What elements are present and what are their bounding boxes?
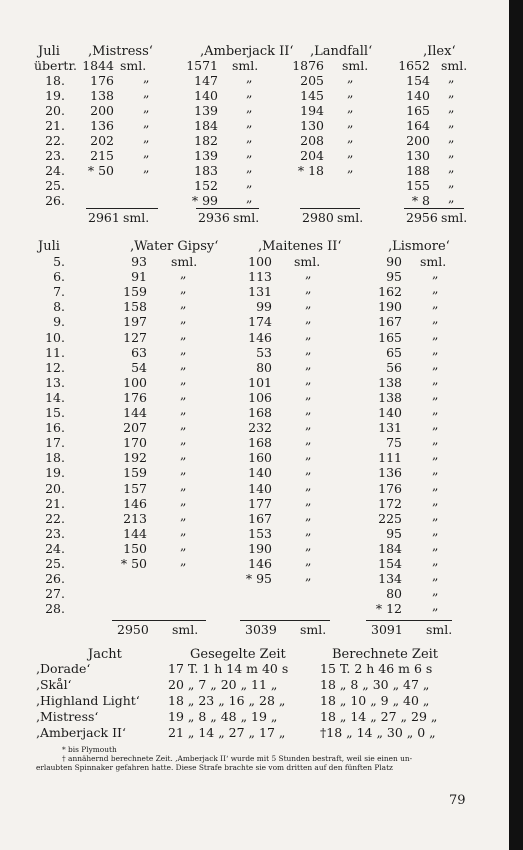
table2-cell: 154 <box>378 556 402 571</box>
ditto-mark: „ <box>347 115 354 130</box>
table2-day: 6. <box>53 269 65 284</box>
table1-cell: 164 <box>406 118 430 133</box>
ditto-mark: „ <box>448 100 455 115</box>
table2-cell: 159 <box>123 465 147 480</box>
table2-cell: * 50 <box>120 556 147 571</box>
table1-cell: 188 <box>406 163 430 178</box>
table2-cell: 95 <box>386 269 402 284</box>
table1-day: 21. <box>45 118 65 133</box>
table1-carry-value: 1844 <box>82 58 114 73</box>
table2-cell: 140 <box>378 405 402 420</box>
table1-carry-value: 1652 <box>398 58 430 73</box>
table2-cell: 167 <box>378 314 402 329</box>
ditto-mark: „ <box>432 387 439 402</box>
ditto-mark: „ <box>246 145 253 160</box>
ditto-mark: „ <box>180 372 187 387</box>
table1-day: 26. <box>45 193 65 208</box>
table2-total: 3091 <box>371 622 403 637</box>
table3-yacht: ‚Dorade‘ <box>36 661 91 676</box>
table3-sailed: 21 „ 14 „ 27 „ 17 „ <box>168 725 286 740</box>
table1-day: 19. <box>45 88 65 103</box>
table1-sum-rule <box>196 208 259 209</box>
table2-day: 18. <box>45 450 65 465</box>
ditto-mark: „ <box>305 387 312 402</box>
table1-total: 2961 <box>88 210 120 225</box>
table2-cell: 168 <box>248 405 272 420</box>
ditto-mark: „ <box>305 447 312 462</box>
table3-sailed: 17 T. 1 h 14 m 40 s <box>168 661 289 676</box>
table1-cell: 145 <box>300 88 324 103</box>
table1-cell: 147 <box>194 73 218 88</box>
table2-cell: 140 <box>248 465 272 480</box>
table3-header-sailed: Gesegelte Zeit <box>190 647 286 662</box>
ditto-mark: „ <box>432 447 439 462</box>
ditto-mark: „ <box>305 281 312 296</box>
ditto-mark: „ <box>432 583 439 598</box>
ditto-mark: „ <box>448 130 455 145</box>
table2-cell: 172 <box>378 496 402 511</box>
table1-cell: 208 <box>300 133 324 148</box>
ditto-mark: „ <box>180 432 187 447</box>
table2-cell: 56 <box>386 360 402 375</box>
ditto-mark: „ <box>305 372 312 387</box>
table2-cell: 134 <box>378 571 402 586</box>
table2-cell: 53 <box>256 345 272 360</box>
ditto-mark: „ <box>305 327 312 342</box>
table2-cell: 54 <box>131 360 147 375</box>
ditto-mark: „ <box>448 115 455 130</box>
ditto-mark: „ <box>432 296 439 311</box>
table1-col-header: ‚Amberjack II‘ <box>200 44 294 59</box>
table2-cell: 177 <box>248 496 272 511</box>
table2-day: 23. <box>45 526 65 541</box>
ditto-mark: „ <box>432 281 439 296</box>
table2-total: 2950 <box>117 622 149 637</box>
table2-cell: 146 <box>248 556 272 571</box>
table1-sum-rule <box>404 208 464 209</box>
table2-cell: 160 <box>248 450 272 465</box>
table1-cell: 140 <box>406 88 430 103</box>
ditto-mark: „ <box>180 462 187 477</box>
table1-cell: 139 <box>194 148 218 163</box>
ditto-mark: „ <box>305 296 312 311</box>
table2-sum-rule <box>112 620 206 621</box>
table3-yacht: ‚Amberjack II‘ <box>36 725 126 740</box>
ditto-mark: „ <box>432 568 439 583</box>
ditto-mark: „ <box>246 175 253 190</box>
table2-cell: 176 <box>378 481 402 496</box>
table1-cell: 202 <box>90 133 114 148</box>
ditto-mark: „ <box>246 85 253 100</box>
table2-day: 14. <box>45 390 65 405</box>
table2-total-unit: sml. <box>172 622 199 637</box>
table2-cell: 153 <box>248 526 272 541</box>
ditto-mark: „ <box>432 417 439 432</box>
table2-day: 25. <box>45 556 65 571</box>
table2-cell: 144 <box>123 526 147 541</box>
table1-total-unit: sml. <box>441 210 468 225</box>
ditto-mark: „ <box>180 493 187 508</box>
ditto-mark: „ <box>432 432 439 447</box>
table3-header-computed: Berechnete Zeit <box>332 647 439 662</box>
table2-day: 13. <box>45 375 65 390</box>
table2-cell: 111 <box>378 450 402 465</box>
table1-day: 22. <box>45 133 65 148</box>
table2-day: 26. <box>45 571 65 586</box>
ditto-mark: „ <box>180 342 187 357</box>
ditto-mark: „ <box>143 145 150 160</box>
ditto-mark: „ <box>347 100 354 115</box>
table1-cell: 204 <box>300 148 324 163</box>
table1-cell: 205 <box>300 73 324 88</box>
table2-cell: 213 <box>123 511 147 526</box>
ditto-mark: „ <box>347 160 354 175</box>
ditto-mark: „ <box>305 402 312 417</box>
ditto-mark: „ <box>143 85 150 100</box>
table2-col-header: ‚Maitenes II‘ <box>258 239 342 254</box>
ditto-mark: „ <box>432 508 439 523</box>
ditto-mark: „ <box>246 115 253 130</box>
table1-label: Juli <box>38 44 60 59</box>
table2-cell: 167 <box>248 511 272 526</box>
table2-day: 12. <box>45 360 65 375</box>
table1-sum-rule <box>300 208 360 209</box>
table3-yacht: ‚Highland Light‘ <box>36 693 140 708</box>
ditto-mark: „ <box>180 523 187 538</box>
ditto-mark: „ <box>305 357 312 372</box>
table2-cell: 162 <box>378 284 402 299</box>
table1-cell: 155 <box>406 178 430 193</box>
table2-cell: 127 <box>123 330 147 345</box>
ditto-mark: „ <box>305 553 312 568</box>
table2-day: 7. <box>53 284 65 299</box>
table1-carry-value: 1876 <box>292 58 324 73</box>
table2-cell: 138 <box>378 375 402 390</box>
ditto-mark: „ <box>305 311 312 326</box>
table1-cell: 182 <box>194 133 218 148</box>
table2-day: 8. <box>53 299 65 314</box>
table3-computed: †18 „ 14 „ 30 „ 0 „ <box>320 725 436 740</box>
table2-cell: 144 <box>123 405 147 420</box>
table2-day: 17. <box>45 435 65 450</box>
table1-cell: 136 <box>90 118 114 133</box>
table1-carry-unit: sml. <box>232 58 259 73</box>
table2-day: 10. <box>45 330 65 345</box>
ditto-mark: „ <box>448 145 455 160</box>
table1-day: 20. <box>45 103 65 118</box>
ditto-mark: „ <box>305 538 312 553</box>
table2-day: 22. <box>45 511 65 526</box>
ditto-mark: „ <box>347 130 354 145</box>
page-edge-shadow <box>509 0 523 850</box>
table2-cell: 140 <box>248 481 272 496</box>
table2-cell: 207 <box>123 420 147 435</box>
table2-cell: 99 <box>256 299 272 314</box>
table3-header-yacht: Jacht <box>88 647 122 662</box>
table2-day: 27. <box>45 586 65 601</box>
table3-yacht: ‚Skål‘ <box>36 677 72 692</box>
table1-carry-unit: sml. <box>441 58 468 73</box>
table2-day: 5. <box>53 254 65 269</box>
table2-cell: 158 <box>123 299 147 314</box>
ditto-mark: „ <box>180 447 187 462</box>
table1-cell: * 99 <box>191 193 218 208</box>
ditto-mark: „ <box>432 462 439 477</box>
ditto-mark: „ <box>432 327 439 342</box>
table1-carry-unit: sml. <box>342 58 369 73</box>
ditto-mark: „ <box>305 266 312 281</box>
ditto-mark: „ <box>305 478 312 493</box>
table2-cell: 232 <box>248 420 272 435</box>
ditto-mark: „ <box>347 145 354 160</box>
ditto-mark: „ <box>305 523 312 538</box>
table1-cell: 138 <box>90 88 114 103</box>
table2-cell: 90 <box>386 254 402 269</box>
table2-cell: * 95 <box>245 571 272 586</box>
table2-cell: 136 <box>378 465 402 480</box>
table2-cell: 138 <box>378 390 402 405</box>
ditto-mark: „ <box>180 387 187 402</box>
table2-cell: 75 <box>386 435 402 450</box>
table1-col-header: ‚Landfall‘ <box>310 44 373 59</box>
ditto-mark: „ <box>305 568 312 583</box>
table2-cell: 100 <box>248 254 272 269</box>
ditto-mark: „ <box>246 190 253 205</box>
table2-day: 9. <box>53 314 65 329</box>
table2-cell: 93 <box>131 254 147 269</box>
table1-cell: 176 <box>90 73 114 88</box>
table2-cell: 192 <box>123 450 147 465</box>
table2-cell: 91 <box>131 269 147 284</box>
ditto-mark: „ <box>305 432 312 447</box>
table2-sum-rule <box>240 620 330 621</box>
table2-total-unit: sml. <box>300 622 327 637</box>
footnote: erlaubten Spinnaker gefahren hatte. Diese Strafe brachte sie vom dritten auf den fünften Platz <box>36 763 393 772</box>
table2-cell: 225 <box>378 511 402 526</box>
ditto-mark: „ <box>448 85 455 100</box>
table2-day: 19. <box>45 465 65 480</box>
ditto-mark: „ <box>180 508 187 523</box>
ditto-mark: „ <box>347 85 354 100</box>
ditto-mark: „ <box>305 342 312 357</box>
table1-total-unit: sml. <box>123 210 150 225</box>
ditto-mark: „ <box>180 357 187 372</box>
ditto-mark: „ <box>180 327 187 342</box>
table2-cell: 168 <box>248 435 272 450</box>
table2-label: Juli <box>38 239 60 254</box>
ditto-mark: „ <box>246 100 253 115</box>
ditto-mark: „ <box>432 311 439 326</box>
ditto-mark: „ <box>305 493 312 508</box>
table2-total-unit: sml. <box>426 622 453 637</box>
ditto-mark: „ <box>143 160 150 175</box>
table1-cell: 194 <box>300 103 324 118</box>
ditto-mark: „ <box>432 357 439 372</box>
table2-cell: 146 <box>248 330 272 345</box>
footnote: † annähernd berechnete Zeit. ‚Amberjack II‘ wurde mit 5 Stunden bestraft, weil sie einen un- <box>62 754 413 763</box>
table2-unit: sml. <box>420 254 447 269</box>
table1-col-header: ‚Mistress‘ <box>88 44 153 59</box>
table1-total: 2956 <box>406 210 438 225</box>
table1-cell: * 8 <box>411 193 430 208</box>
ditto-mark: „ <box>180 296 187 311</box>
table1-cell: 200 <box>406 133 430 148</box>
table1-carry-label: übertr. <box>34 58 78 73</box>
ditto-mark: „ <box>432 493 439 508</box>
ditto-mark: „ <box>448 160 455 175</box>
table1-total: 2936 <box>198 210 230 225</box>
table3-sailed: 19 „ 8 „ 48 „ 19 „ <box>168 709 278 724</box>
table2-cell: 197 <box>123 314 147 329</box>
table2-cell: 101 <box>248 375 272 390</box>
table1-cell: 154 <box>406 73 430 88</box>
table2-day: 21. <box>45 496 65 511</box>
table1-day: 18. <box>45 73 65 88</box>
table1-cell: 200 <box>90 103 114 118</box>
ditto-mark: „ <box>180 311 187 326</box>
table2-total: 3039 <box>245 622 277 637</box>
table2-sum-rule <box>366 620 452 621</box>
table2-cell: 106 <box>248 390 272 405</box>
ditto-mark: „ <box>347 70 354 85</box>
ditto-mark: „ <box>180 402 187 417</box>
table1-cell: 184 <box>194 118 218 133</box>
footnote: * bis Plymouth <box>62 745 117 754</box>
table3-yacht: ‚Mistress‘ <box>36 709 99 724</box>
ditto-mark: „ <box>432 538 439 553</box>
table2-cell: 146 <box>123 496 147 511</box>
table1-cell: 215 <box>90 148 114 163</box>
table2-day: 15. <box>45 405 65 420</box>
ditto-mark: „ <box>180 266 187 281</box>
table2-cell: 184 <box>378 541 402 556</box>
ditto-mark: „ <box>448 190 455 205</box>
table1-total: 2980 <box>302 210 334 225</box>
ditto-mark: „ <box>305 508 312 523</box>
ditto-mark: „ <box>180 417 187 432</box>
ditto-mark: „ <box>448 175 455 190</box>
table1-total-unit: sml. <box>233 210 260 225</box>
table1-cell: * 50 <box>87 163 114 178</box>
table1-day: 25. <box>45 178 65 193</box>
ditto-mark: „ <box>143 100 150 115</box>
table2-cell: 80 <box>386 586 402 601</box>
ditto-mark: „ <box>143 130 150 145</box>
table3-computed: 18 „ 14 „ 27 „ 29 „ <box>320 709 438 724</box>
table2-day: 16. <box>45 420 65 435</box>
table2-cell: 65 <box>386 345 402 360</box>
table2-unit: sml. <box>294 254 321 269</box>
table1-cell: 152 <box>194 178 218 193</box>
table1-cell: 130 <box>406 148 430 163</box>
table1-cell: 165 <box>406 103 430 118</box>
table3-computed: 15 T. 2 h 46 m 6 s <box>320 661 433 676</box>
ditto-mark: „ <box>432 402 439 417</box>
ditto-mark: „ <box>432 478 439 493</box>
ditto-mark: „ <box>246 70 253 85</box>
table1-cell: 139 <box>194 103 218 118</box>
ditto-mark: „ <box>143 70 150 85</box>
ditto-mark: „ <box>432 342 439 357</box>
table2-cell: 80 <box>256 360 272 375</box>
table3-computed: 18 „ 8 „ 30 „ 47 „ <box>320 677 430 692</box>
ditto-mark: „ <box>432 523 439 538</box>
table1-col-header: ‚Ilex‘ <box>423 44 456 59</box>
table2-day: 11. <box>45 345 65 360</box>
table1-day: 23. <box>45 148 65 163</box>
ditto-mark: „ <box>180 478 187 493</box>
table3-computed: 18 „ 10 „ 9 „ 40 „ <box>320 693 430 708</box>
table2-cell: 100 <box>123 375 147 390</box>
table2-cell: 165 <box>378 330 402 345</box>
page-number: 79 <box>449 793 466 808</box>
table1-cell: * 18 <box>297 163 324 178</box>
table1-cell: 183 <box>194 163 218 178</box>
table2-cell: 131 <box>248 284 272 299</box>
table1-carry-unit: sml. <box>120 58 147 73</box>
table3-sailed: 20 „ 7 „ 20 „ 11 „ <box>168 677 278 692</box>
table2-cell: 131 <box>378 420 402 435</box>
table2-unit: sml. <box>171 254 198 269</box>
table1-carry-value: 1571 <box>186 58 218 73</box>
ditto-mark: „ <box>180 281 187 296</box>
table2-cell: 113 <box>248 269 272 284</box>
table2-day: 20. <box>45 481 65 496</box>
table2-cell: 174 <box>248 314 272 329</box>
ditto-mark: „ <box>246 130 253 145</box>
table2-cell: 150 <box>123 541 147 556</box>
table2-cell: 190 <box>378 299 402 314</box>
table2-cell: 95 <box>386 526 402 541</box>
table2-cell: 190 <box>248 541 272 556</box>
table2-cell: 170 <box>123 435 147 450</box>
ditto-mark: „ <box>432 553 439 568</box>
ditto-mark: „ <box>432 266 439 281</box>
table2-col-header: ‚Lismore‘ <box>388 239 450 254</box>
table1-cell: 130 <box>300 118 324 133</box>
table1-cell: 140 <box>194 88 218 103</box>
ditto-mark: „ <box>305 417 312 432</box>
ditto-mark: „ <box>448 70 455 85</box>
table2-cell: 157 <box>123 481 147 496</box>
table1-sum-rule <box>86 208 158 209</box>
table2-cell: 159 <box>123 284 147 299</box>
ditto-mark: „ <box>305 462 312 477</box>
ditto-mark: „ <box>143 115 150 130</box>
table2-col-header: ‚Water Gipsy‘ <box>130 239 219 254</box>
table3-sailed: 18 „ 23 „ 16 „ 28 „ <box>168 693 286 708</box>
table1-total-unit: sml. <box>337 210 364 225</box>
table1-day: 24. <box>45 163 65 178</box>
table2-day: 28. <box>45 601 65 616</box>
table2-cell: 176 <box>123 390 147 405</box>
ditto-mark: „ <box>180 538 187 553</box>
ditto-mark: „ <box>432 372 439 387</box>
ditto-mark: „ <box>432 598 439 613</box>
ditto-mark: „ <box>246 160 253 175</box>
table2-cell: * 12 <box>375 601 402 616</box>
ditto-mark: „ <box>180 553 187 568</box>
table2-day: 24. <box>45 541 65 556</box>
table2-cell: 63 <box>131 345 147 360</box>
